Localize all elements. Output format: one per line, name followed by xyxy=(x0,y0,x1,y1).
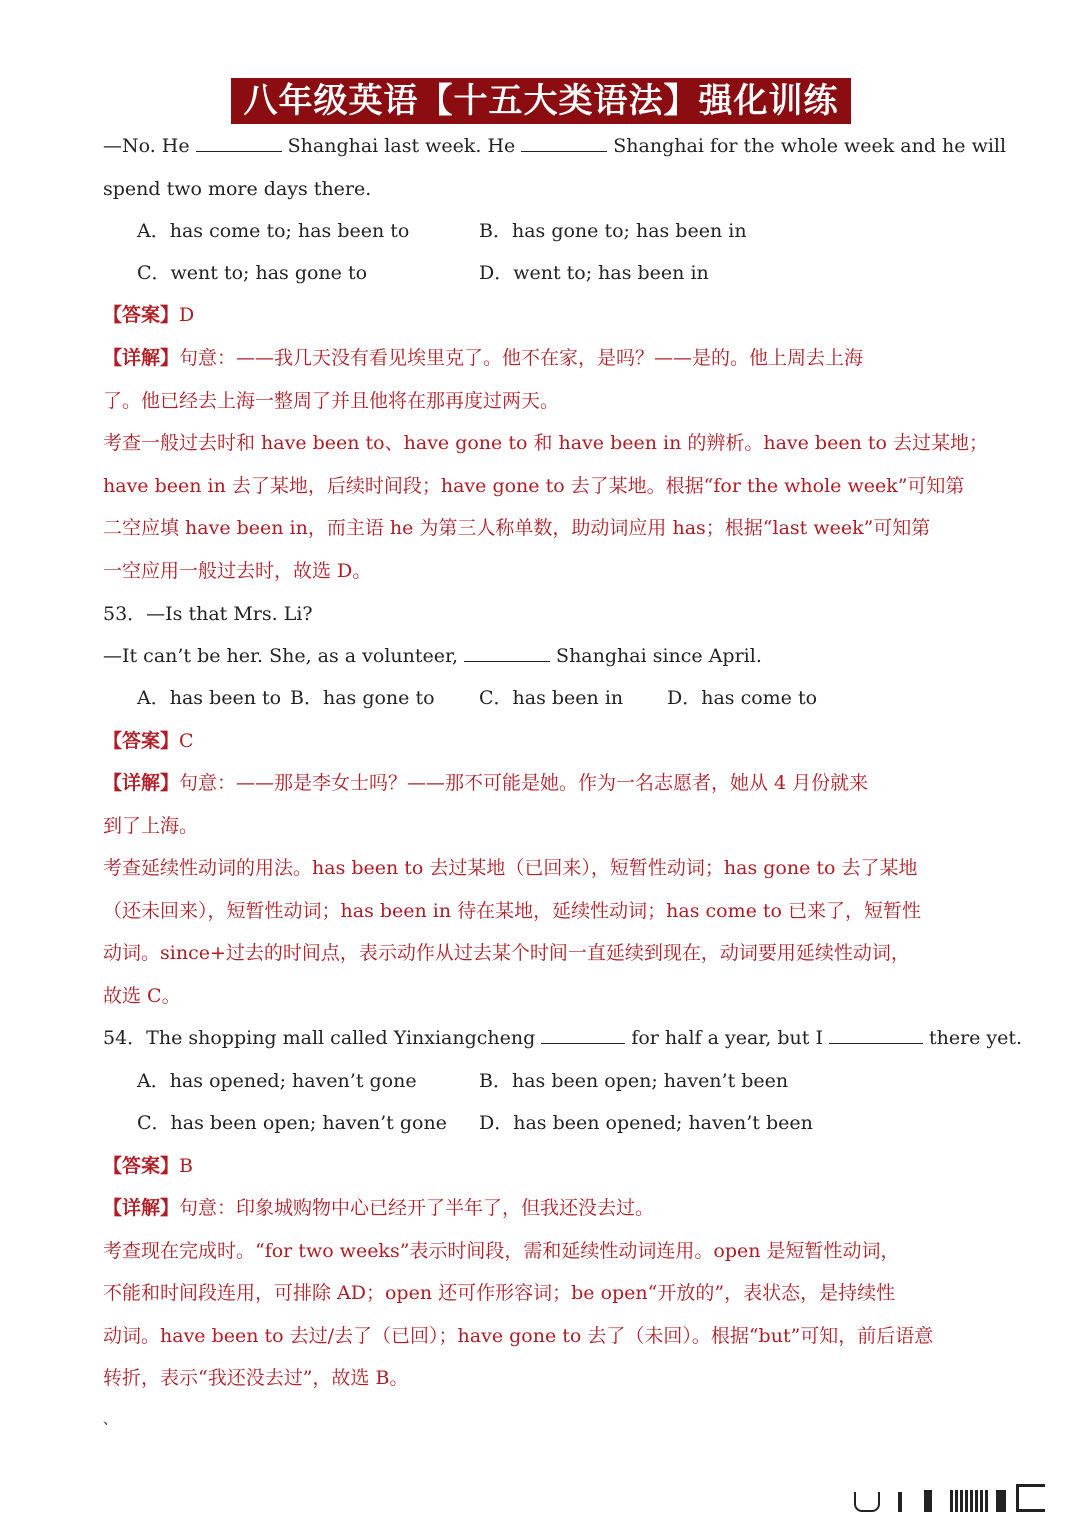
q54-explanation-line4: 转折，表示“我还没去过”，故选 B。 xyxy=(103,1367,409,1389)
q52-explanation-line2: have been in 去了某地，后续时间段；have gone to 去了某地。根据“for the whole week”可知第 xyxy=(103,475,965,497)
q53-option-b: B．has gone to xyxy=(290,687,435,709)
q54-explanation-line3: 动词。have been to 去过/去了（已回）；have gone to 去了（未回）。根据“but”可知，前后语意 xyxy=(103,1325,934,1347)
q52-explanation-line4: 一空应用一般过去时，故选 D。 xyxy=(103,560,372,582)
trailing-mark: 、 xyxy=(103,1412,117,1428)
q54-stem-line1 xyxy=(103,1024,1023,1052)
q52-detail-line1 xyxy=(103,344,983,372)
q54-explanation-line1: 考查现在完成时。“for two weeks”表示时间段，需和延续性动词连用。open 是短暂性动词， xyxy=(103,1240,900,1262)
q52-blank-2 xyxy=(521,133,607,152)
q53-stem-line2 xyxy=(103,642,983,670)
q52-detail-tag: 【详解】 xyxy=(103,347,180,369)
q53-option-d: D．has come to xyxy=(667,687,818,709)
q53-answer xyxy=(103,727,983,755)
q53-stem-line1: 53．—Is that Mrs. Li? xyxy=(103,603,313,625)
q52-explanation-line3: 二空应填 have been in，而主语 he 为第三人称单数，助动词应用 has；根据“last week”可知第 xyxy=(103,517,931,539)
q54-answer-tag: 【答案】 xyxy=(103,1155,180,1177)
q52-answer xyxy=(103,301,983,329)
q54-answer xyxy=(103,1152,983,1180)
q54-option-a: A．has opened; haven’t gone xyxy=(137,1070,417,1092)
q54-option-d: D．has been opened; haven’t been xyxy=(479,1112,813,1134)
q54-detail-text1: 句意：印象城购物中心已经开了半年了，但我还没去过。 xyxy=(179,1197,655,1219)
q52-stem-line1 xyxy=(103,132,1007,160)
q53-explanation-line4: 故选 C。 xyxy=(103,985,181,1007)
q53-detail-line2: 到了上海。 xyxy=(103,815,199,837)
q53-explanation-line3: 动词。since+过去的时间点，表示动作从过去某个时间一直延续到现在，动词要用延续性动词， xyxy=(103,942,910,964)
q53-blank xyxy=(464,643,550,662)
corner-marks-decoration xyxy=(840,1486,1060,1512)
q54-option-c: C．has been open; haven’t gone xyxy=(137,1112,447,1134)
q52-option-c: C．went to; has gone to xyxy=(137,262,368,284)
q54-detail-line1 xyxy=(103,1194,983,1222)
q53-option-c: C．has been in xyxy=(479,687,624,709)
q53-detail-text1: 句意：——那是李女士吗？——那不可能是她。作为一名志愿者，她从 4 月份就来 xyxy=(179,772,869,794)
page-title: 八年级英语【十五大类语法】强化训练 xyxy=(231,78,851,124)
q52-detail-text1: 句意：——我几天没有看见埃里克了。他不在家，是吗？——是的。他上周去上海 xyxy=(179,347,864,369)
q54-blank-1 xyxy=(541,1025,625,1044)
q53-detail-tag: 【详解】 xyxy=(103,772,180,794)
q54-explanation-line2: 不能和时间段连用，可排除 AD；open 还可作形容词；be open“开放的”，表状态，是持续性 xyxy=(103,1282,896,1304)
q52-blank-1 xyxy=(196,133,282,152)
q52-option-a: A．has come to; has been to xyxy=(137,220,410,242)
q54-stem-part1: 54．The shopping mall called Yinxiangcheng xyxy=(103,1027,536,1049)
q52-stem-part2: Shanghai last week. He xyxy=(287,135,516,157)
q52-detail-line2: 了。他已经去上海一整周了并且他将在那再度过两天。 xyxy=(103,390,560,412)
q54-stem-part2: for half a year, but I xyxy=(631,1027,823,1049)
q53-explanation-line1: 考查延续性动词的用法。has been to 去过某地（已回来），短暂性动词；has gone to 去了某地 xyxy=(103,857,918,879)
q52-answer-tag: 【答案】 xyxy=(103,304,180,326)
q53-detail-line1 xyxy=(103,769,983,797)
q52-stem-part3: Shanghai for the whole week and he will xyxy=(613,135,1007,157)
q54-blank-2 xyxy=(829,1025,923,1044)
q52-option-b: B．has gone to; has been in xyxy=(479,220,747,242)
q52-answer-value: D xyxy=(179,304,195,326)
q52-stem-part1: —No. He xyxy=(103,135,190,157)
q52-option-d: D．went to; has been in xyxy=(479,262,709,284)
q53-answer-value: C xyxy=(179,730,194,752)
q53-explanation-line2: （还未回来），短暂性动词；has been in 待在某地，延续性动词；has come to 已来了，短暂性 xyxy=(103,900,921,922)
q53-stem-part2: Shanghai since April. xyxy=(556,645,762,667)
q54-option-b: B．has been open; haven’t been xyxy=(479,1070,789,1092)
q53-answer-tag: 【答案】 xyxy=(103,730,180,752)
q54-answer-value: B xyxy=(179,1155,193,1177)
q52-stem-line2: spend two more days there. xyxy=(103,178,372,200)
q53-option-a: A．has been to xyxy=(137,687,282,709)
q52-explanation-line1: 考查一般过去时和 have been to、have gone to 和 have been in 的辨析。have been to 去过某地； xyxy=(103,432,988,454)
q53-stem-part1: —It can’t be her. She, as a volunteer, xyxy=(103,645,459,667)
q54-stem-part3: there yet. xyxy=(928,1027,1023,1049)
q54-detail-tag: 【详解】 xyxy=(103,1197,180,1219)
